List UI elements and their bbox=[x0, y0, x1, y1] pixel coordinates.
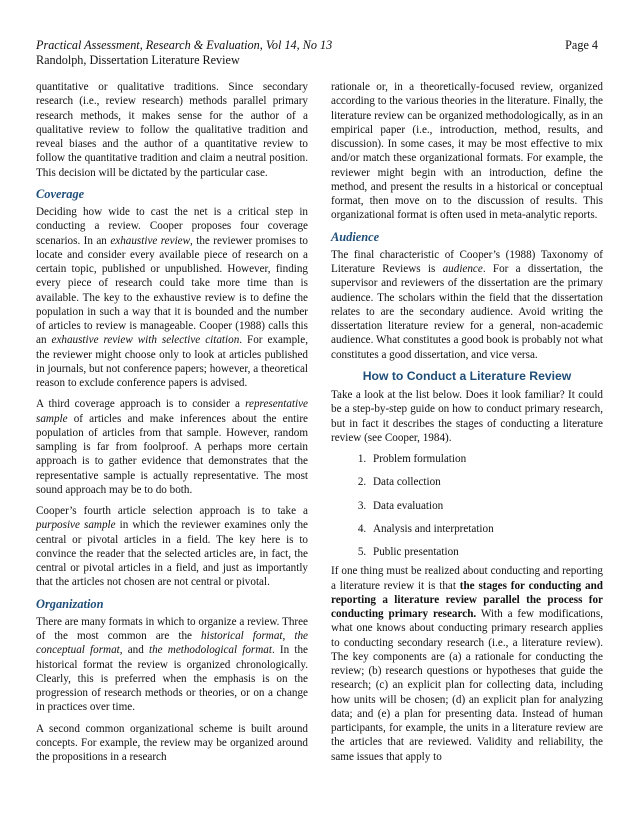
paragraph: The final characteristic of Cooper’s (1988) Taxonomy of Literature Reviews is audience. For a dissertation, the supervisor and reviewers of the dissertation are the primary audience. The scholars within the field that the dissertation relates to are the secondary audience. Avoid writing the dissertation literature review for a general, non-academic audience. What constitutes a good book is probably not what constitutes a good dissertation, and vice versa. bbox=[331, 248, 603, 361]
journal-citation: Practical Assessment, Research & Evaluation, Vol 14, No 13 bbox=[36, 38, 333, 52]
term-emphasis: audience bbox=[442, 263, 483, 275]
section-heading-audience: Audience bbox=[331, 229, 380, 244]
author-short-title: Randolph, Dissertation Literature Review bbox=[36, 53, 240, 67]
term-emphasis: exhaustive review with selective citation bbox=[51, 334, 240, 347]
paragraph: A second common organizational scheme is built around concepts. For example, the review may be organized around the propositions in a research bbox=[36, 722, 308, 763]
stages-list bbox=[331, 452, 603, 559]
list-item: 2. Data collection bbox=[369, 475, 603, 489]
term-emphasis: exhaustive review bbox=[110, 234, 191, 247]
list-item: 5. Public presentation bbox=[369, 545, 603, 559]
term-emphasis: historical format bbox=[201, 630, 283, 642]
right-column bbox=[331, 80, 603, 771]
bold-statement: the stages for conducting and reporting a literature review parallel the process for conducting primary research. bbox=[331, 579, 604, 620]
paragraph: Take a look at the list below. Does it look familiar? It could be a step-by-step guide on how to conduct primary research, but in fact it describes the stages of conducting a literature review (see Cooper, 1984). bbox=[331, 389, 603, 444]
list-item: 3. Data evaluation bbox=[369, 499, 603, 513]
paragraph: Deciding how wide to cast the net is a critical step in conducting a review. Cooper proposes four coverage scenarios. In an exhaustive review, the reviewer promises to locate and consider every available piece of research on a certain topic, published or unpublished. However, finding every piece of research could take more time than is available. The key to the exhaustive review is to define the population in such a way that it is bounded and the number of articles to review is manageable. Cooper (1988) calls this an exhaustive review with selective citation. For example, the reviewer might choose only to look at articles published in journals, but not conference papers; however, a theoretical reason to exclude conference papers is advised. bbox=[36, 206, 308, 389]
section-heading-how-to: How to Conduct a Literature Review bbox=[362, 368, 572, 383]
paragraph: quantitative or qualitative traditions. Since secondary research (i.e., review research) methods parallel primary research methods, it makes sense for the author of a qualitative review to follow the qualitative tradition and reveal biases and the author of a quantitative review to follow the quantitative tradition and claim a neutral position. This decision will be dictated by the particular case. bbox=[36, 81, 308, 179]
left-column bbox=[36, 80, 308, 771]
section-heading-coverage: Coverage bbox=[36, 186, 85, 201]
paragraph: There are many formats in which to organize a review. Three of the most common are the historical format, the conceptual format, and the methodological format. In the historical format the review is organized chronologically. Clearly, this is preferred when the emphasis is on the progression of research methods or theories, or on a change in practices over time. bbox=[36, 615, 309, 714]
page-number: Page 4 bbox=[565, 38, 598, 52]
list-item: 4. Analysis and interpretation bbox=[369, 522, 603, 536]
term-emphasis: purposive sample bbox=[36, 519, 116, 532]
paragraph: Cooper’s fourth article selection approach is to take a purposive sample in which the reviewer examines only the central or pivotal articles in a field. The key here is to convince the reader that the selected articles are, in fact, the central or pivotal articles in a field, and just as importantly that the articles not chosen are not central or pivotal. bbox=[36, 505, 308, 589]
term-emphasis: the methodological format bbox=[148, 644, 272, 657]
term-emphasis: representative sample bbox=[36, 398, 308, 425]
running-header bbox=[36, 38, 598, 68]
paragraph: A third coverage approach is to consider a representative sample of articles and make inferences about the entire population of articles from that sample. However, random sampling is far from foolproof. A perhaps more certain approach is to gather evidence that demonstrates that the representative sample is actually representative. The most sound approach may be to do both. bbox=[36, 398, 308, 496]
term-emphasis: the conceptual format bbox=[36, 630, 308, 657]
paragraph: rationale or, in a theoretically-focused review, organized according to the various theories in the literature. Finally, the literature review can be organized methodologically, as in an empirical paper (i.e., introduction, method, results, and discussion). In some cases, it may be most effective to mix and/or match these organizational formats. For example, the reviewer might begin with an introduction, define the method, and present the results in a historical or conceptual format, then move on to the discussion of results. This organizational format is often used in meta-analytic reports. bbox=[331, 81, 603, 222]
section-heading-organization: Organization bbox=[36, 596, 104, 611]
list-item: 1. Problem formulation bbox=[369, 452, 603, 466]
paragraph: If one thing must be realized about conducting and reporting a literature review it is that the stages for conducting and reporting a literature review parallel the process for conducting primary research. With a few modifications, what one knows about conducting primary research applies to conducting secondary research (i.e., a literature review). The key components are (a) a rationale for conducting the review; (b) research questions or hypotheses that guide the research; (c) an explicit plan for collecting data, including how units will be chosen; (d) an explicit plan for analyzing data; and (e) a plan for presenting data. Instead of human participants, for example, the units in a literature review are the articles that are reviewed. Validity and reliability, the same issues that apply to bbox=[331, 565, 604, 763]
